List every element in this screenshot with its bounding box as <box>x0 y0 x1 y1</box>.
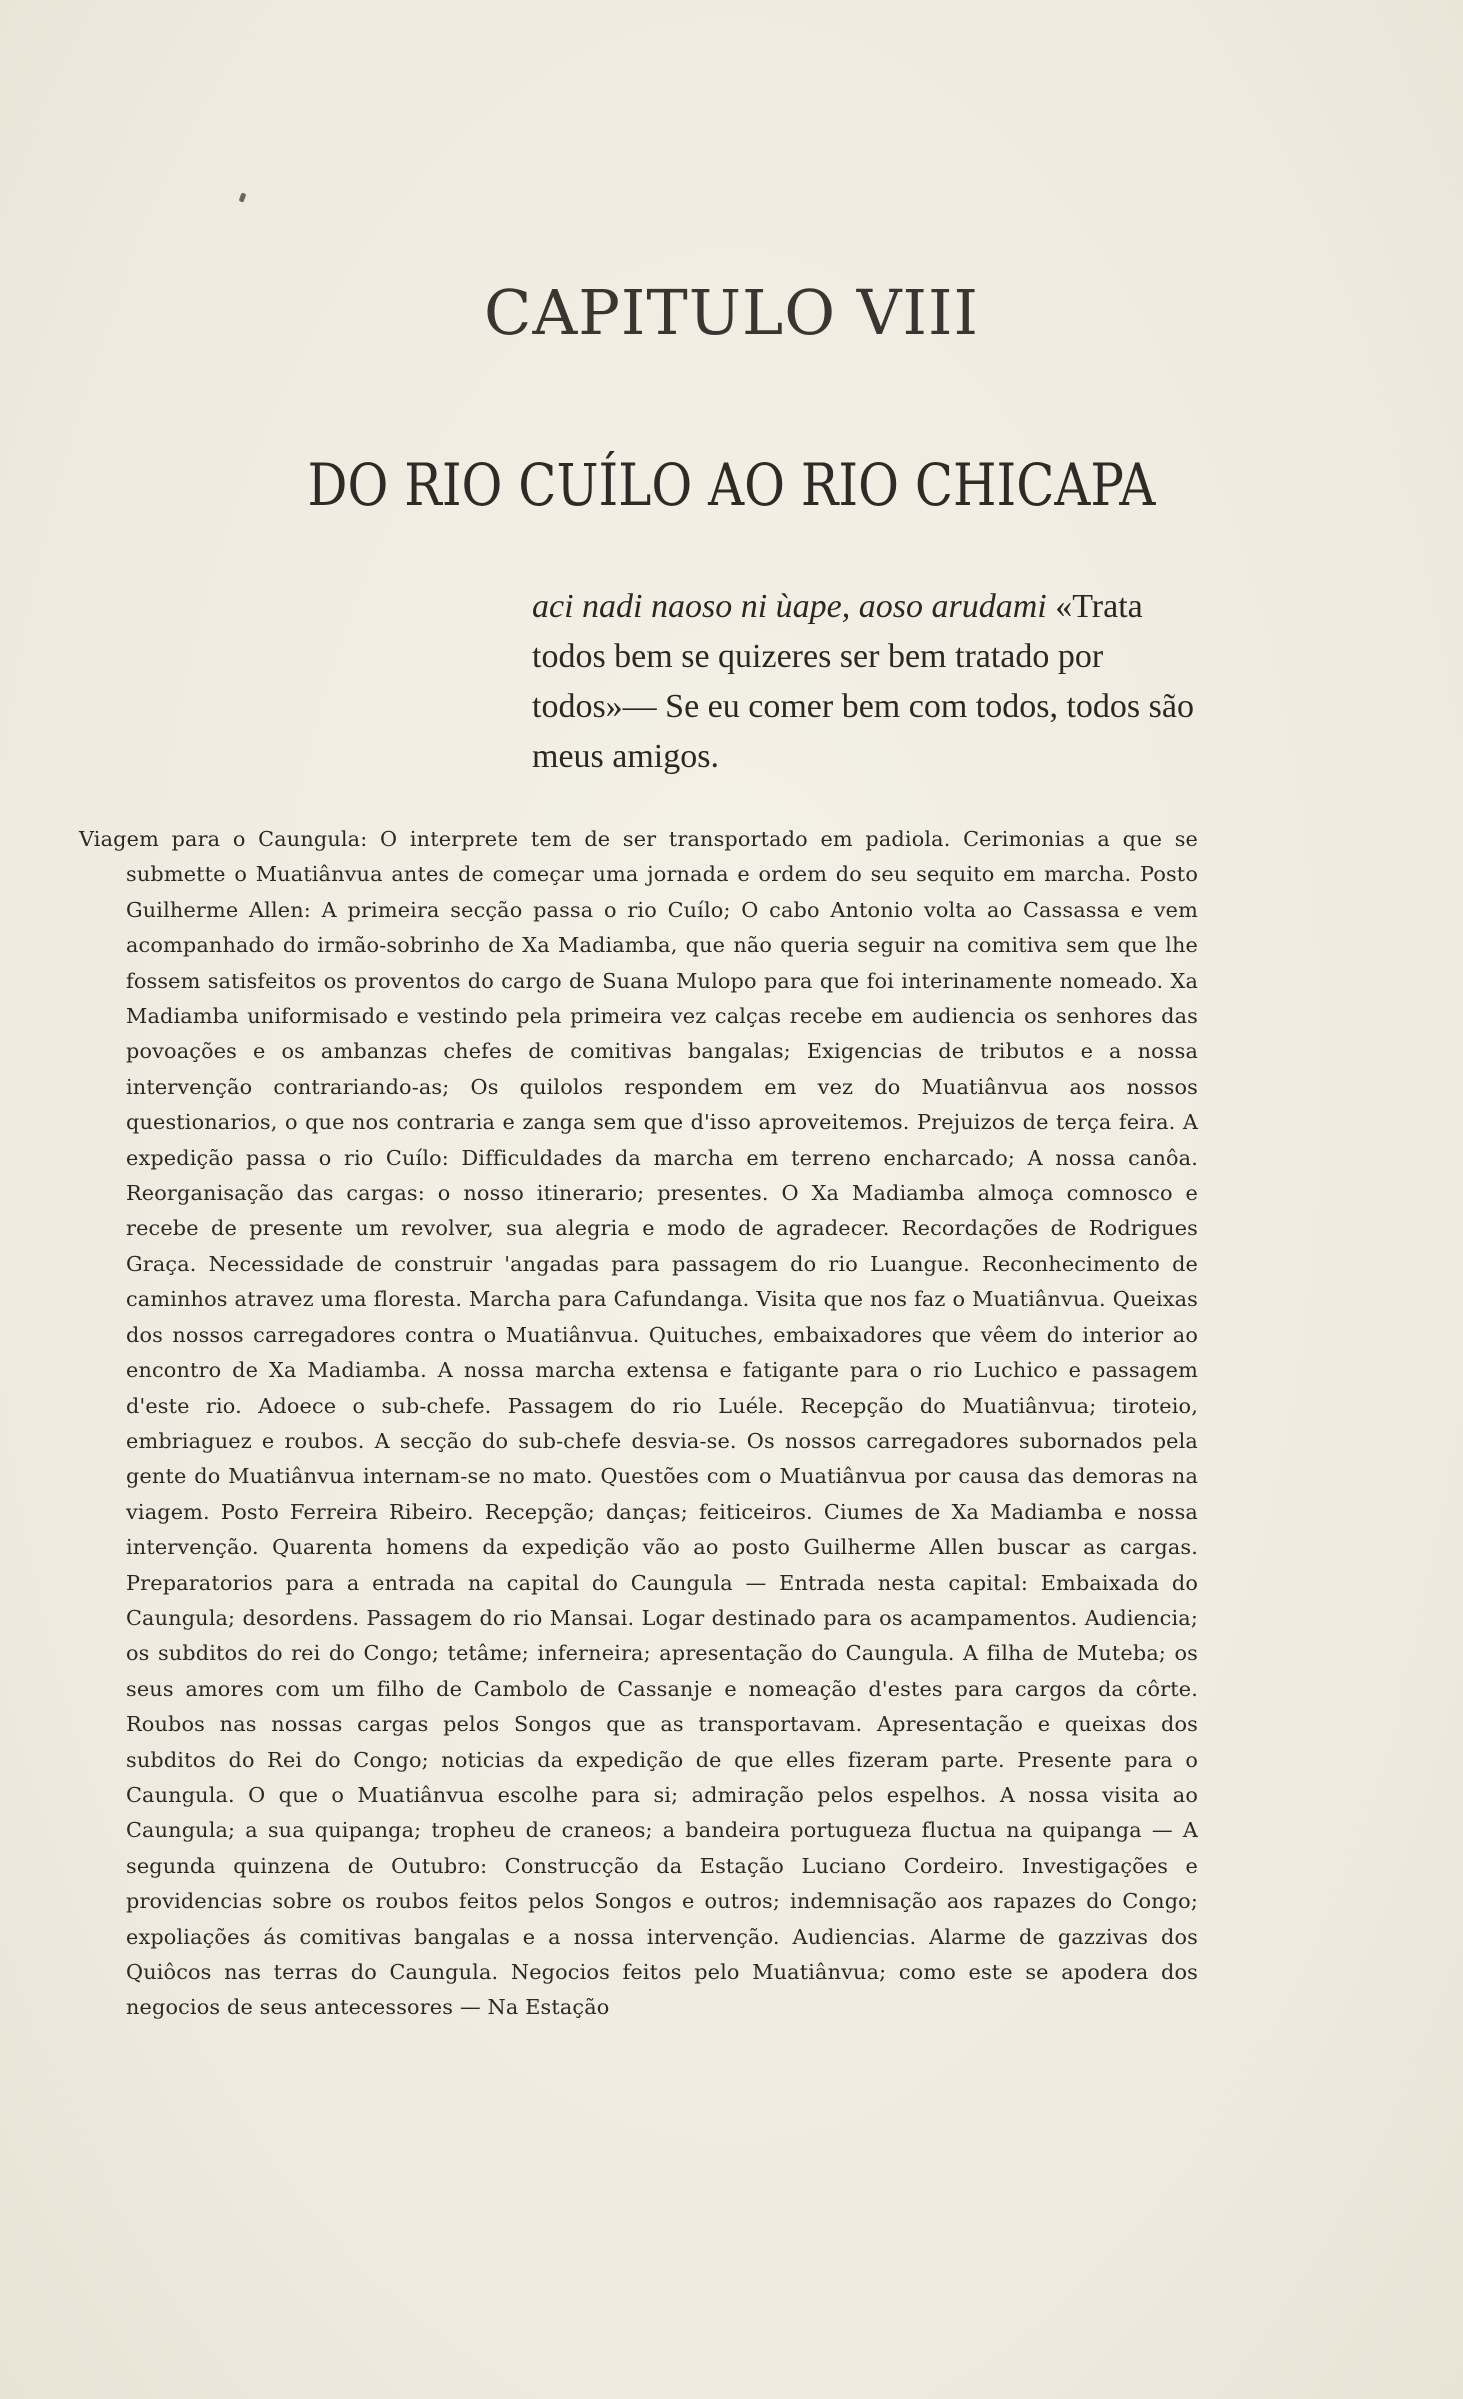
chapter-subtitle: DO RIO CUÍLO AO RIO CHICAPA <box>307 451 1156 519</box>
epigraph-original: aci nadi naoso ni ùape, aoso arudami <box>532 588 1047 625</box>
chapter-summary: Viagem para o Caungula: O interprete tem de ser transportado em padiola. Cerimonias a que se submette o Muatiânvua antes de começar uma jornada e ordem do seu sequito em marcha. Posto Guilherme Allen: A primeira secção passa o rio Cuílo; O cabo Antonio volta ao Cassassa e vem acompanhado do irmão-sobrinho de Xa Madiamba, que não queria seguir na comitiva sem que lhe fossem satisfeitos os proventos do cargo de Suana Mulopo para que foi interinamente nomeado. Xa Madiamba uniformisado e vestindo pela primeira vez calças recebe em audiencia os senhores das povoações e os ambanzas chefes de comitivas bangalas; Exigencias de tributos e a nossa intervenção contrariando-as; Os quilolos respondem em vez do Muatiânvua aos nossos questionarios, o que nos contraria e zanga sem que d'isso aproveitemos. Prejuizos de terça feira. A expedição passa o rio Cuílo: Difficuldades da marcha em terreno encharcado; A nossa canôa. Reorganisação das cargas: o nosso itinerario; presentes. O Xa Madiamba almoça comnosco e recebe de presente um revolver, sua alegria e modo de agradecer. Recordações de Rodrigues Graça. Necessidade de construir 'angadas para passagem do rio Luangue. Reconhecimento de caminhos atravez uma floresta. Marcha para Cafundanga. Visita que nos faz o Muatiânvua. Queixas dos nossos carregadores contra o Muatiânvua. Quituches, embaixadores que vêem do interior ao encontro de Xa Madiamba. A nossa marcha extensa e fatigante para o rio Luchico e passagem d'este rio. Adoece o sub-chefe. Passagem do rio Luéle. Recepção do Muatiânvua; tiroteio, embriaguez e roubos. A secção do sub-chefe desvia-se. Os nossos carregadores subornados pela gente do Muatiânvua internam-se no mato. Questões com o Muatiânvua por causa das demoras na viagem. Posto Ferreira Ribeiro. Recepção; danças; feiticeiros. Ciumes de Xa Madiamba e nossa intervenção. Quarenta homens da expedição vão ao posto Guilherme Allen buscar as cargas. Preparatorios para a entrada na capital do Caungula — Entrada nesta capital: Embaixada do Caungula; desordens. Passagem do rio Mansai. Logar destinado para os acampamentos. Audiencia; os subditos do rei do Congo; tetâme; inferneira; apresentação do Caungula. A filha de Muteba; os seus amores com um filho de Cambolo de Cassanje e nomeação d'estes para cargos da côrte. Roubos nas nossas cargas pelos Songos que as transportavam. Apresentação e queixas dos subditos do Rei do Congo; noticias da expedição de que elles fizeram parte. Presente para o Caungula. O que o Muatiânvua escolhe para si; admiração pelos espelhos. A nossa visita ao Caungula; a sua quipanga; tropheu de craneos; a bandeira portugueza fluctua na quipanga — A segunda quinzena de Outubro: Construcção da Estação Luciano Cordeiro. Investigações e providencias sobre os roubos feitos pelos Songos e outros; indemnisação aos rapazes do Congo; expoliações ás comitivas bangalas e a nossa intervenção. Audiencias. Alarme de gazzivas dos Quiôcos nas terras do Caungula. Negocios feitos pelo Muatiânvua; como este se apodera dos negocios de seus antecessores — Na Estação <box>79 827 1198 2020</box>
epigraph-translation: «Trata todos bem se quizeres ser bem tratado por todos»— Se eu comer bem com todos, todos são meus amigos. <box>532 588 1194 775</box>
ink-speck <box>239 192 247 202</box>
epigraph <box>532 582 1212 782</box>
chapter-title: CAPITULO VIII <box>484 276 979 349</box>
